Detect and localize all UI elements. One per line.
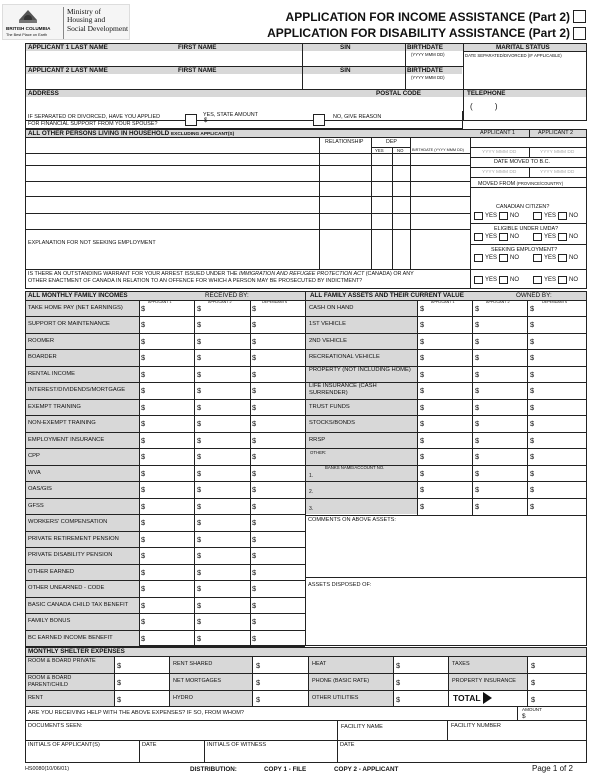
asset-amount-field[interactable]: $ <box>530 419 535 429</box>
shelter-dollar[interactable]: $ <box>531 678 536 687</box>
facility-name-label: FACILITY NAME <box>341 724 383 730</box>
income-row-label: EMPLOYMENT INSURANCE <box>28 436 105 443</box>
asset-amount-field[interactable]: $ <box>475 501 480 511</box>
bank-number: 3. <box>309 505 314 512</box>
income-amount-field[interactable]: $ <box>252 419 257 429</box>
income-amount-field[interactable]: $ <box>141 419 146 429</box>
comments-label: COMMENTS ON ABOVE ASSETS: <box>308 517 396 523</box>
shelter-other-utilities: OTHER UTILITIES <box>312 695 359 701</box>
applicant2-birthdate-placeholder[interactable]: YYYY MMM DD <box>540 150 575 155</box>
asset-amount-field[interactable]: $ <box>420 353 425 363</box>
income-amount-field[interactable]: $ <box>197 617 202 627</box>
income-amount-field[interactable]: $ <box>141 551 146 561</box>
distribution-label: DISTRIBUTION: <box>190 766 237 773</box>
asset-amount-field[interactable]: $ <box>420 468 425 478</box>
income-amount-field[interactable]: $ <box>197 534 202 544</box>
asset-amount-field[interactable]: $ <box>475 452 480 462</box>
documents-seen-label: DOCUMENTS SEEN: <box>28 723 83 729</box>
asset-amount-field[interactable]: $ <box>475 304 480 313</box>
income-amount-field[interactable]: $ <box>197 584 202 594</box>
applicant1-warrant-yes-no[interactable]: YES NO <box>474 276 519 284</box>
income-amount-field[interactable]: $ <box>252 386 257 396</box>
income-amount-field[interactable]: $ <box>141 320 146 330</box>
income-amount-field[interactable]: $ <box>197 633 202 643</box>
applicant2-first-name-label: FIRST NAME <box>178 67 217 74</box>
income-amount-field[interactable]: $ <box>141 304 146 313</box>
asset-amount-field[interactable]: $ <box>420 304 425 313</box>
disposed-label: ASSETS DISPOSED OF: <box>308 582 372 588</box>
ministry-logo <box>2 4 130 40</box>
shelter-dollar[interactable]: $ <box>256 695 261 704</box>
banks-label: BANKS NAME/ACCOUNT NO. <box>325 465 385 470</box>
income-amount-field[interactable]: $ <box>197 501 202 511</box>
disability-assistance-checkbox[interactable] <box>573 27 586 40</box>
shelter-dollar[interactable]: $ <box>396 661 401 670</box>
applicant2-name-field[interactable] <box>26 76 302 88</box>
asset-amount-field[interactable]: $ <box>475 353 480 363</box>
shelter-dollar[interactable]: $ <box>117 678 122 687</box>
postal-code-label: POSTAL CODE <box>376 90 421 97</box>
form-title-disability: APPLICATION FOR DISABILITY ASSISTANCE (Part 2) <box>267 26 570 40</box>
applicant2-moved-date-placeholder[interactable]: YYYY MMM DD <box>540 170 575 175</box>
income-row-label: CPP <box>28 453 40 460</box>
applicant1-sin-label: SIN <box>340 44 351 51</box>
income-amount-field[interactable]: $ <box>252 518 257 528</box>
asset-row-label: STOCKS/BONDS <box>309 420 355 427</box>
shelter-hydro: HYDRO <box>173 695 193 701</box>
relationship-header: RELATIONSHIP <box>325 139 364 145</box>
shelter-net-mortgages: NET MORTGAGES <box>173 678 222 684</box>
bank-number: 2. <box>309 489 314 496</box>
asset-amount-field[interactable]: $ <box>420 386 425 396</box>
income-row-label: NON-EXEMPT TRAINING <box>28 420 96 427</box>
income-row-label: PRIVATE RETIREMENT PENSION <box>28 535 119 542</box>
income-amount-field[interactable]: $ <box>252 501 257 511</box>
marital-status-label: MARITAL STATUS <box>496 44 550 51</box>
shelter-header: MONTHLY SHELTER EXPENSES <box>28 648 125 655</box>
asset-amount-field[interactable]: $ <box>475 369 480 379</box>
income-amount-field[interactable]: $ <box>141 468 146 478</box>
asset-amount-field[interactable]: $ <box>475 468 480 478</box>
income-amount-field[interactable]: $ <box>197 567 202 577</box>
applicant2-seeking-yes-no[interactable]: YES NO <box>533 254 578 262</box>
bc-crest-icon <box>17 8 39 24</box>
seeking-employment-label: SEEKING EMPLOYMENT? <box>491 247 558 253</box>
shelter-property-insurance: PROPERTY INSURANCE <box>452 678 516 684</box>
income-amount-field[interactable]: $ <box>141 386 146 396</box>
income-amount-field[interactable]: $ <box>141 633 146 643</box>
income-amount-field[interactable]: $ <box>197 353 202 363</box>
copy2-label: COPY 2 - APPLICANT <box>334 766 399 773</box>
assets-header: ALL FAMILY ASSETS AND THEIR CURRENT VALUE <box>310 292 464 299</box>
facility-number-label: FACILITY NUMBER <box>451 723 501 729</box>
assets-dependants-col: DEPENDANTS <box>542 300 568 304</box>
income-amount-field[interactable]: $ <box>141 353 146 363</box>
shelter-dollar[interactable]: $ <box>117 661 122 670</box>
income-row-label: FAMILY BONUS <box>28 618 71 625</box>
asset-amount-field[interactable]: $ <box>420 419 425 429</box>
income-row-label: PRIVATE DISABILITY PENSION <box>28 552 113 559</box>
moved-from-label: MOVED FROM (PROVINCE/COUNTRY) <box>478 181 564 187</box>
shelter-dollar[interactable]: $ <box>256 678 261 687</box>
asset-row-label: LIFE INSURANCE (CASH SURRENDER) <box>309 383 377 397</box>
income-amount-field[interactable]: $ <box>252 468 257 478</box>
income-amount-field[interactable]: $ <box>197 468 202 478</box>
income-row-label: BASIC CANADA CHILD TAX BENEFIT <box>28 601 129 608</box>
asset-amount-field[interactable]: $ <box>420 485 425 495</box>
applicant1-last-name-label: APPLICANT 1 LAST NAME <box>28 44 108 51</box>
comments-field[interactable] <box>306 526 586 576</box>
support-no-checkbox[interactable] <box>313 114 325 126</box>
shelter-total-dollar[interactable]: $ <box>531 695 536 704</box>
asset-amount-field[interactable]: $ <box>530 435 535 445</box>
income-amount-field[interactable]: $ <box>252 485 257 495</box>
applicant1-first-name-label: FIRST NAME <box>178 44 217 51</box>
asset-row-label: CASH ON HAND <box>309 305 354 311</box>
income-amount-field[interactable]: $ <box>141 435 146 445</box>
asset-row-label: RECREATIONAL VEHICLE <box>309 354 380 361</box>
copy1-label: COPY 1 - FILE <box>264 766 307 773</box>
income-amount-field[interactable]: $ <box>197 551 202 561</box>
household-header: ALL OTHER PERSONS LIVING IN HOUSEHOLD EXCLUDING APPLICANT(S) <box>28 130 235 137</box>
date-label-1: DATE <box>142 742 157 748</box>
applicant2-warrant-yes-no[interactable]: YES NO <box>533 276 578 284</box>
asset-amount-field[interactable]: $ <box>475 402 480 412</box>
form-title-income: APPLICATION FOR INCOME ASSISTANCE (Part 2) <box>285 10 570 24</box>
shelter-dollar[interactable]: $ <box>117 695 122 704</box>
asset-amount-field[interactable]: $ <box>530 468 535 478</box>
income-row-label: OAS/GIS <box>28 486 52 493</box>
asset-amount-field[interactable]: $ <box>530 304 535 313</box>
date-label-2: DATE <box>340 742 355 748</box>
form-code: HS0080(10/06/01) <box>25 766 70 772</box>
asset-amount-field[interactable]: $ <box>530 501 535 511</box>
income-amount-field[interactable]: $ <box>252 584 257 594</box>
asset-amount-field[interactable]: $ <box>420 320 425 330</box>
income-row-label: OTHER EARNED <box>28 568 75 575</box>
income-row-label: OTHER UNEARNED - CODE <box>28 585 105 592</box>
applicant1-seeking-yes-no[interactable]: YES NO <box>474 254 519 262</box>
asset-amount-field[interactable]: $ <box>475 485 480 495</box>
shelter-room-board-private: ROOM & BOARD PRIVATE <box>28 658 96 664</box>
shelter-dollar[interactable]: $ <box>396 678 401 687</box>
income-amount-field[interactable]: $ <box>197 419 202 429</box>
income-assistance-checkbox[interactable] <box>573 10 586 23</box>
support-amount-dollar: $ <box>204 118 208 124</box>
asset-row-label: RRSP <box>309 436 326 443</box>
income-amount-field[interactable]: $ <box>252 567 257 577</box>
bank-number: 1. <box>309 472 314 479</box>
applicant2-citizen-yes-no[interactable]: YES NO <box>533 212 578 220</box>
income-row-label: GFSS <box>28 502 44 509</box>
dep-yes-header: YES <box>375 148 384 153</box>
shelter-rent: RENT <box>28 695 43 701</box>
income-amount-field[interactable]: $ <box>141 584 146 594</box>
date-separated-label: DATE SEPARATED/DIVORCED (IF APPLICABLE) <box>465 53 562 58</box>
income-amount-field[interactable]: $ <box>141 567 146 577</box>
income-amount-field[interactable]: $ <box>141 336 146 346</box>
income-amount-field[interactable]: $ <box>197 600 202 610</box>
support-question: IF SEPARATED OR DIVORCED, HAVE YOU APPLIED FOR FINANCIAL SUPPORT FROM YOUR SPOUSE? <box>28 114 160 127</box>
applicant1-moved-date-placeholder[interactable]: YYYY MMM DD <box>482 170 517 175</box>
income-row-label: EXEMPT TRAINING <box>28 403 81 410</box>
applicant1-citizen-yes-no[interactable]: YES NO <box>474 212 519 220</box>
initials-witness-label: INITIALS OF WITNESS <box>207 742 267 748</box>
income-amount-field[interactable]: $ <box>197 518 202 528</box>
income-amount-field[interactable]: $ <box>197 336 202 346</box>
income-amount-field[interactable]: $ <box>252 304 257 313</box>
support-yes-checkbox[interactable] <box>185 114 197 126</box>
income-row-label: BOARDER <box>28 354 57 361</box>
owned-by-label: OWNED BY: <box>516 292 552 299</box>
income-row-label: RENTAL INCOME <box>28 370 76 377</box>
income-amount-field[interactable]: $ <box>197 435 202 445</box>
income-amount-field[interactable]: $ <box>197 369 202 379</box>
shelter-phone: PHONE (BASIC RATE) <box>312 678 370 684</box>
telephone-field[interactable]: ( ) <box>470 102 498 111</box>
income-applicant2-col: APPLICANT 2 <box>208 300 232 304</box>
warrant-question: IS THERE AN OUTSTANDING WARRANT FOR YOUR ARREST ISSUED UNDER THE IMMIGRATION AND REFUGEE PROTECTION ACT (CANADA) OR ANY OTHER ENACTMENT OF CANADA IN RELATION TO AN OFFENCE FOR WHICH A PERSON MAY BE PROSECUTED BY INDICTMENT? <box>28 271 414 284</box>
income-header: ALL MONTHLY FAMILY INCOMES <box>28 292 128 299</box>
income-amount-field[interactable]: $ <box>141 617 146 627</box>
asset-amount-field[interactable]: $ <box>530 386 535 396</box>
asset-amount-field[interactable]: $ <box>420 435 425 445</box>
income-row-label: INTEREST/DIVIDENDS/MORTGAGE <box>28 387 126 394</box>
income-amount-field[interactable]: $ <box>197 320 202 330</box>
explanation-field[interactable] <box>26 248 470 268</box>
asset-amount-field[interactable]: $ <box>420 452 425 462</box>
asset-amount-field[interactable]: $ <box>475 320 480 330</box>
date-moved-label: DATE MOVED TO B.C. <box>494 159 551 165</box>
income-amount-field[interactable]: $ <box>141 485 146 495</box>
income-amount-field[interactable]: $ <box>252 402 257 412</box>
income-amount-field[interactable]: $ <box>252 534 257 544</box>
income-row-label: WORKERS' COMPENSATION <box>28 519 108 526</box>
help-amount-dollar[interactable]: $ <box>522 713 526 720</box>
applicant1-col-header: APPLICANT 1 <box>480 130 516 136</box>
applicant2-birthdate-label: BIRTHDATE <box>407 67 443 74</box>
address-field[interactable] <box>26 98 462 110</box>
logo-tagline: The Best Place on Earth <box>6 33 48 37</box>
shelter-heat: HEAT <box>312 661 327 667</box>
assets-applicant1-col: APPLICANT 1 <box>431 300 455 304</box>
asset-amount-field[interactable]: $ <box>420 336 425 346</box>
shelter-room-board-parent: ROOM & BOARD PARENT/CHILD <box>28 675 72 688</box>
dep-header: DEP <box>386 139 397 145</box>
shelter-rent-shared: RENT SHARED <box>173 661 213 667</box>
asset-amount-field[interactable]: $ <box>530 320 535 330</box>
help-amount-label: AMOUNT <box>522 707 542 712</box>
asset-row-label: 1ST VEHICLE <box>309 321 346 328</box>
income-amount-field[interactable]: $ <box>141 369 146 379</box>
eligible-lmda-label: ELIGIBLE UNDER LMDA? <box>494 226 559 232</box>
telephone-label: TELEPHONE <box>467 90 506 97</box>
asset-amount-field[interactable]: $ <box>420 402 425 412</box>
income-amount-field[interactable]: $ <box>197 402 202 412</box>
income-amount-field[interactable]: $ <box>141 452 146 462</box>
disposed-field[interactable] <box>306 591 586 645</box>
asset-amount-field[interactable]: $ <box>420 369 425 379</box>
income-row-label: ROOMER <box>28 337 55 344</box>
asset-amount-field[interactable]: $ <box>420 501 425 511</box>
income-amount-field[interactable]: $ <box>252 320 257 330</box>
asset-amount-field[interactable]: $ <box>475 435 480 445</box>
income-amount-field[interactable]: $ <box>252 452 257 462</box>
total-arrow-icon <box>483 692 492 704</box>
income-amount-field[interactable]: $ <box>252 353 257 363</box>
applicant1-birthdate-placeholder[interactable]: YYYY MMM DD <box>482 150 517 155</box>
asset-amount-field[interactable]: $ <box>475 419 480 429</box>
income-amount-field[interactable]: $ <box>197 485 202 495</box>
applicant2-col-header: APPLICANT 2 <box>538 130 574 136</box>
applicant2-birthdate-format: (YYYY MMM DD) <box>411 75 445 80</box>
address-label: ADDRESS <box>28 90 59 97</box>
income-applicant1-col: APPLICANT 1 <box>148 300 172 304</box>
shelter-taxes: TAXES <box>452 661 470 667</box>
shelter-dollar[interactable]: $ <box>256 661 261 670</box>
asset-amount-field[interactable]: $ <box>475 336 480 346</box>
applicant1-lmda-yes-no[interactable]: YES NO <box>474 233 519 241</box>
income-amount-field[interactable]: $ <box>252 600 257 610</box>
asset-amount-field[interactable]: $ <box>530 485 535 495</box>
page-number: Page 1 of 2 <box>532 764 573 773</box>
asset-row-label: PROPERTY (NOT INCLUDING HOME) <box>309 366 411 373</box>
received-by-label: RECEIVED BY: <box>205 292 249 299</box>
assets-applicant2-col: APPLICANT 2 <box>486 300 510 304</box>
canadian-citizen-label: CANADIAN CITIZEN? <box>496 204 550 210</box>
household-birthdate-header: BIRTHDATE (YYYY MMM DD) <box>412 148 464 152</box>
income-row-label: SUPPORT OR MAINTENANCE <box>28 321 110 328</box>
shelter-dollar[interactable]: $ <box>396 695 401 704</box>
income-dependants-col: DEPENDANTS <box>262 300 288 304</box>
income-amount-field[interactable]: $ <box>252 617 257 627</box>
income-amount-field[interactable]: $ <box>252 369 257 379</box>
applicant1-name-field[interactable] <box>26 53 302 65</box>
asset-amount-field[interactable]: $ <box>530 452 535 462</box>
support-yes-label: YES, STATE AMOUNT <box>203 112 258 118</box>
shelter-total-label: TOTAL <box>453 693 481 703</box>
ministry-name: Ministry of Housing and Social Development <box>67 7 129 33</box>
asset-amount-field[interactable]: $ <box>475 386 480 396</box>
income-amount-field[interactable]: $ <box>141 518 146 528</box>
income-amount-field[interactable]: $ <box>197 386 202 396</box>
income-amount-field[interactable]: $ <box>141 534 146 544</box>
income-row-label: BC EARNED INCOME BENEFIT <box>28 634 113 641</box>
income-row-label: TAKE HOME PAY (NET EARNINGS) <box>28 305 123 311</box>
support-no-label: NO, GIVE REASON <box>333 114 382 120</box>
asset-row-label: TRUST FUNDS <box>309 403 350 410</box>
asset-amount-field[interactable]: $ <box>530 402 535 412</box>
income-amount-field[interactable]: $ <box>252 551 257 561</box>
dep-no-header: NO <box>397 148 404 153</box>
asset-amount-field[interactable]: $ <box>530 336 535 346</box>
initials-applicants-label: INITIALS OF APPLICANT(S) <box>28 742 100 748</box>
help-question: ARE YOU RECEIVING HELP WITH THE ABOVE EXPENSES? IF SO, FROM WHOM? <box>28 710 245 716</box>
income-amount-field[interactable]: $ <box>197 452 202 462</box>
income-amount-field[interactable]: $ <box>252 633 257 643</box>
income-row-label: WVA <box>28 469 41 476</box>
income-amount-field[interactable]: $ <box>252 336 257 346</box>
income-amount-field[interactable]: $ <box>141 402 146 412</box>
income-amount-field[interactable]: $ <box>141 600 146 610</box>
applicant2-lmda-yes-no[interactable]: YES NO <box>533 233 578 241</box>
income-amount-field[interactable]: $ <box>252 435 257 445</box>
income-amount-field[interactable]: $ <box>197 304 202 313</box>
shelter-dollar[interactable]: $ <box>531 661 536 670</box>
applicant2-last-name-label: APPLICANT 2 LAST NAME <box>28 67 108 74</box>
logo-caption: BRITISH COLUMBIA <box>6 26 51 31</box>
asset-row-label: 2ND VEHICLE <box>309 337 348 344</box>
other-asset-label: OTHER: <box>310 450 327 455</box>
income-amount-field[interactable]: $ <box>141 501 146 511</box>
applicant1-birthdate-format: (YYYY MMM DD) <box>411 52 445 57</box>
applicant1-birthdate-label: BIRTHDATE <box>407 44 443 51</box>
explanation-label: EXPLANATION FOR NOT SEEKING EMPLOYMENT <box>28 240 156 246</box>
asset-amount-field[interactable]: $ <box>530 369 535 379</box>
applicant2-sin-label: SIN <box>340 67 351 74</box>
asset-amount-field[interactable]: $ <box>530 353 535 363</box>
